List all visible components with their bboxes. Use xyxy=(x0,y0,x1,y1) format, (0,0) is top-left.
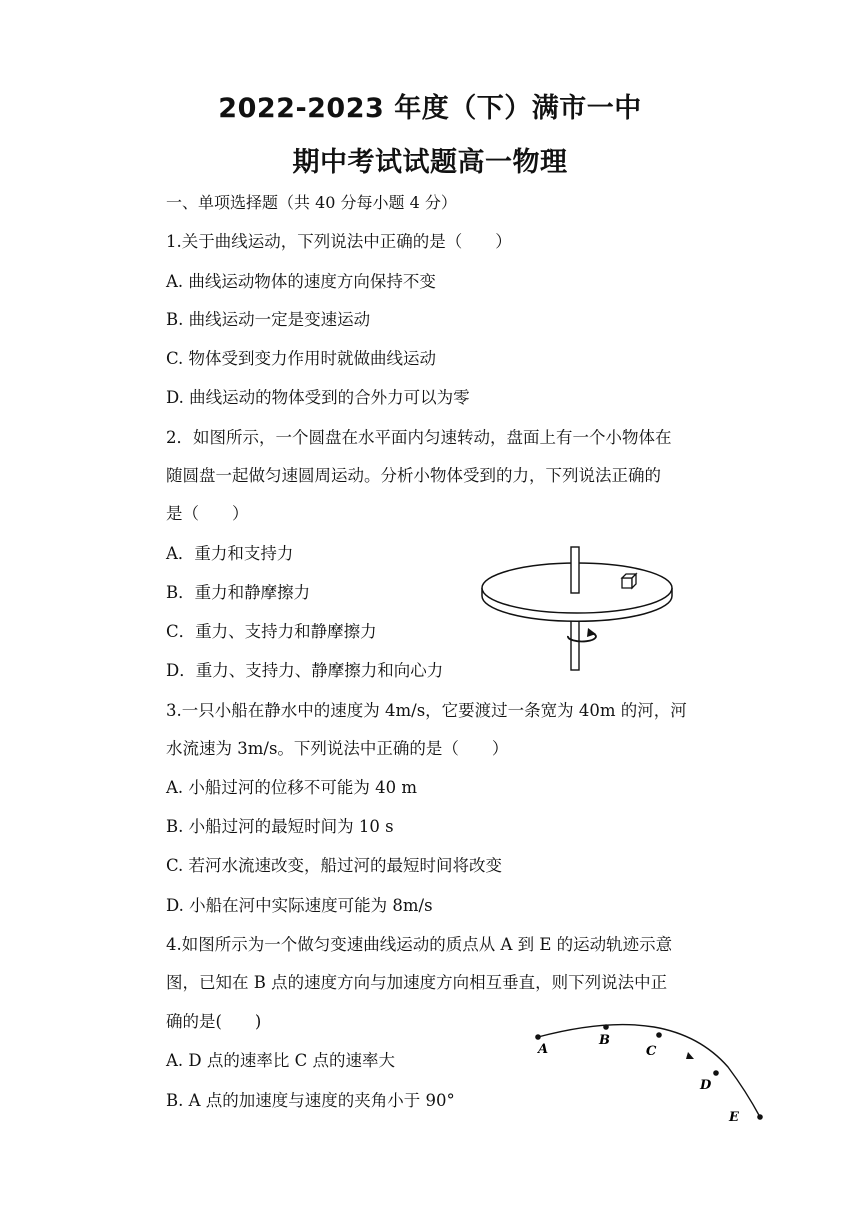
question-2-option-a: A．重力和支持力 xyxy=(166,544,294,563)
question-4-stem-line-1: 4.如图所示为一个做匀变速曲线运动的质点从 A 到 E 的运动轨迹示意 xyxy=(166,935,673,954)
label-c: C xyxy=(646,1044,657,1059)
question-4-stem-line-2: 图，已知在 B 点的速度方向与加速度方向相互垂直，则下列说法中正 xyxy=(166,973,668,992)
question-2-option-c: C．重力、支持力和静摩擦力 xyxy=(166,622,377,641)
small-block xyxy=(622,574,636,588)
point-e xyxy=(757,1114,763,1120)
question-3-option-b: B. 小船过河的最短时间为 10 s xyxy=(166,817,394,836)
question-4-option-b: B. A 点的加速度与速度的夹角小于 90° xyxy=(166,1091,455,1110)
question-2-option-b: B．重力和静摩擦力 xyxy=(166,583,311,602)
question-1-option-c: C. 物体受到变力作用时就做曲线运动 xyxy=(166,349,437,368)
label-a: A xyxy=(538,1042,549,1057)
question-3-option-a: A. 小船过河的位移不可能为 40 m xyxy=(166,778,418,797)
trajectory-arrowhead xyxy=(686,1052,694,1059)
rotating-disk-figure xyxy=(478,540,678,675)
point-b xyxy=(603,1024,609,1030)
question-1-option-d: D. 曲线运动的物体受到的合外力可以为零 xyxy=(166,388,470,407)
label-b: B xyxy=(599,1033,610,1048)
rotation-arrowhead xyxy=(587,628,596,637)
point-a xyxy=(535,1034,541,1040)
shaft-upper xyxy=(571,547,579,593)
label-d: D xyxy=(700,1078,712,1093)
question-2-stem-line-2: 随圆盘一起做匀速圆周运动。分析小物体受到的力，下列说法正确的 xyxy=(166,466,661,485)
question-1-stem: 1.关于曲线运动，下列说法中正确的是（ ） xyxy=(166,232,512,251)
question-1-option-a: A. 曲线运动物体的速度方向保持不变 xyxy=(166,272,436,291)
section-heading: 一、单项选择题（共 40 分每小题 4 分） xyxy=(166,193,457,212)
question-4-option-a: A. D 点的速率比 C 点的速率大 xyxy=(166,1051,395,1070)
question-3-stem-line-2: 水流速为 3m/s。下列说法中正确的是（ ） xyxy=(166,739,509,758)
question-3-option-c: C. 若河水流速改变，船过河的最短时间将改变 xyxy=(166,856,503,875)
page-title-line-1: 2022-2023 年度（下）满市一中 xyxy=(218,93,642,124)
label-e: E xyxy=(729,1110,739,1125)
question-2-stem-line-3: 是（ ） xyxy=(166,504,249,523)
question-2-option-d: D．重力、支持力、静摩擦力和向心力 xyxy=(166,661,444,680)
question-2-stem-line-1: 2．如图所示，一个圆盘在水平面内匀速转动，盘面上有一个小物体在 xyxy=(166,428,672,447)
point-c xyxy=(656,1032,662,1038)
question-3-stem-line-1: 3.一只小船在静水中的速度为 4m/s，它要渡过一条宽为 40m 的河，河 xyxy=(166,701,687,720)
point-d xyxy=(713,1070,719,1076)
question-3-option-d: D. 小船在河中实际速度可能为 8m/s xyxy=(166,896,433,915)
question-1-option-b: B. 曲线运动一定是变速运动 xyxy=(166,310,371,329)
page-title-line-2: 期中考试试题高一物理 xyxy=(292,147,568,178)
question-4-stem-line-3: 确的是( ) xyxy=(166,1012,262,1031)
trajectory-curve xyxy=(538,1025,760,1117)
trajectory-figure xyxy=(528,1015,778,1130)
